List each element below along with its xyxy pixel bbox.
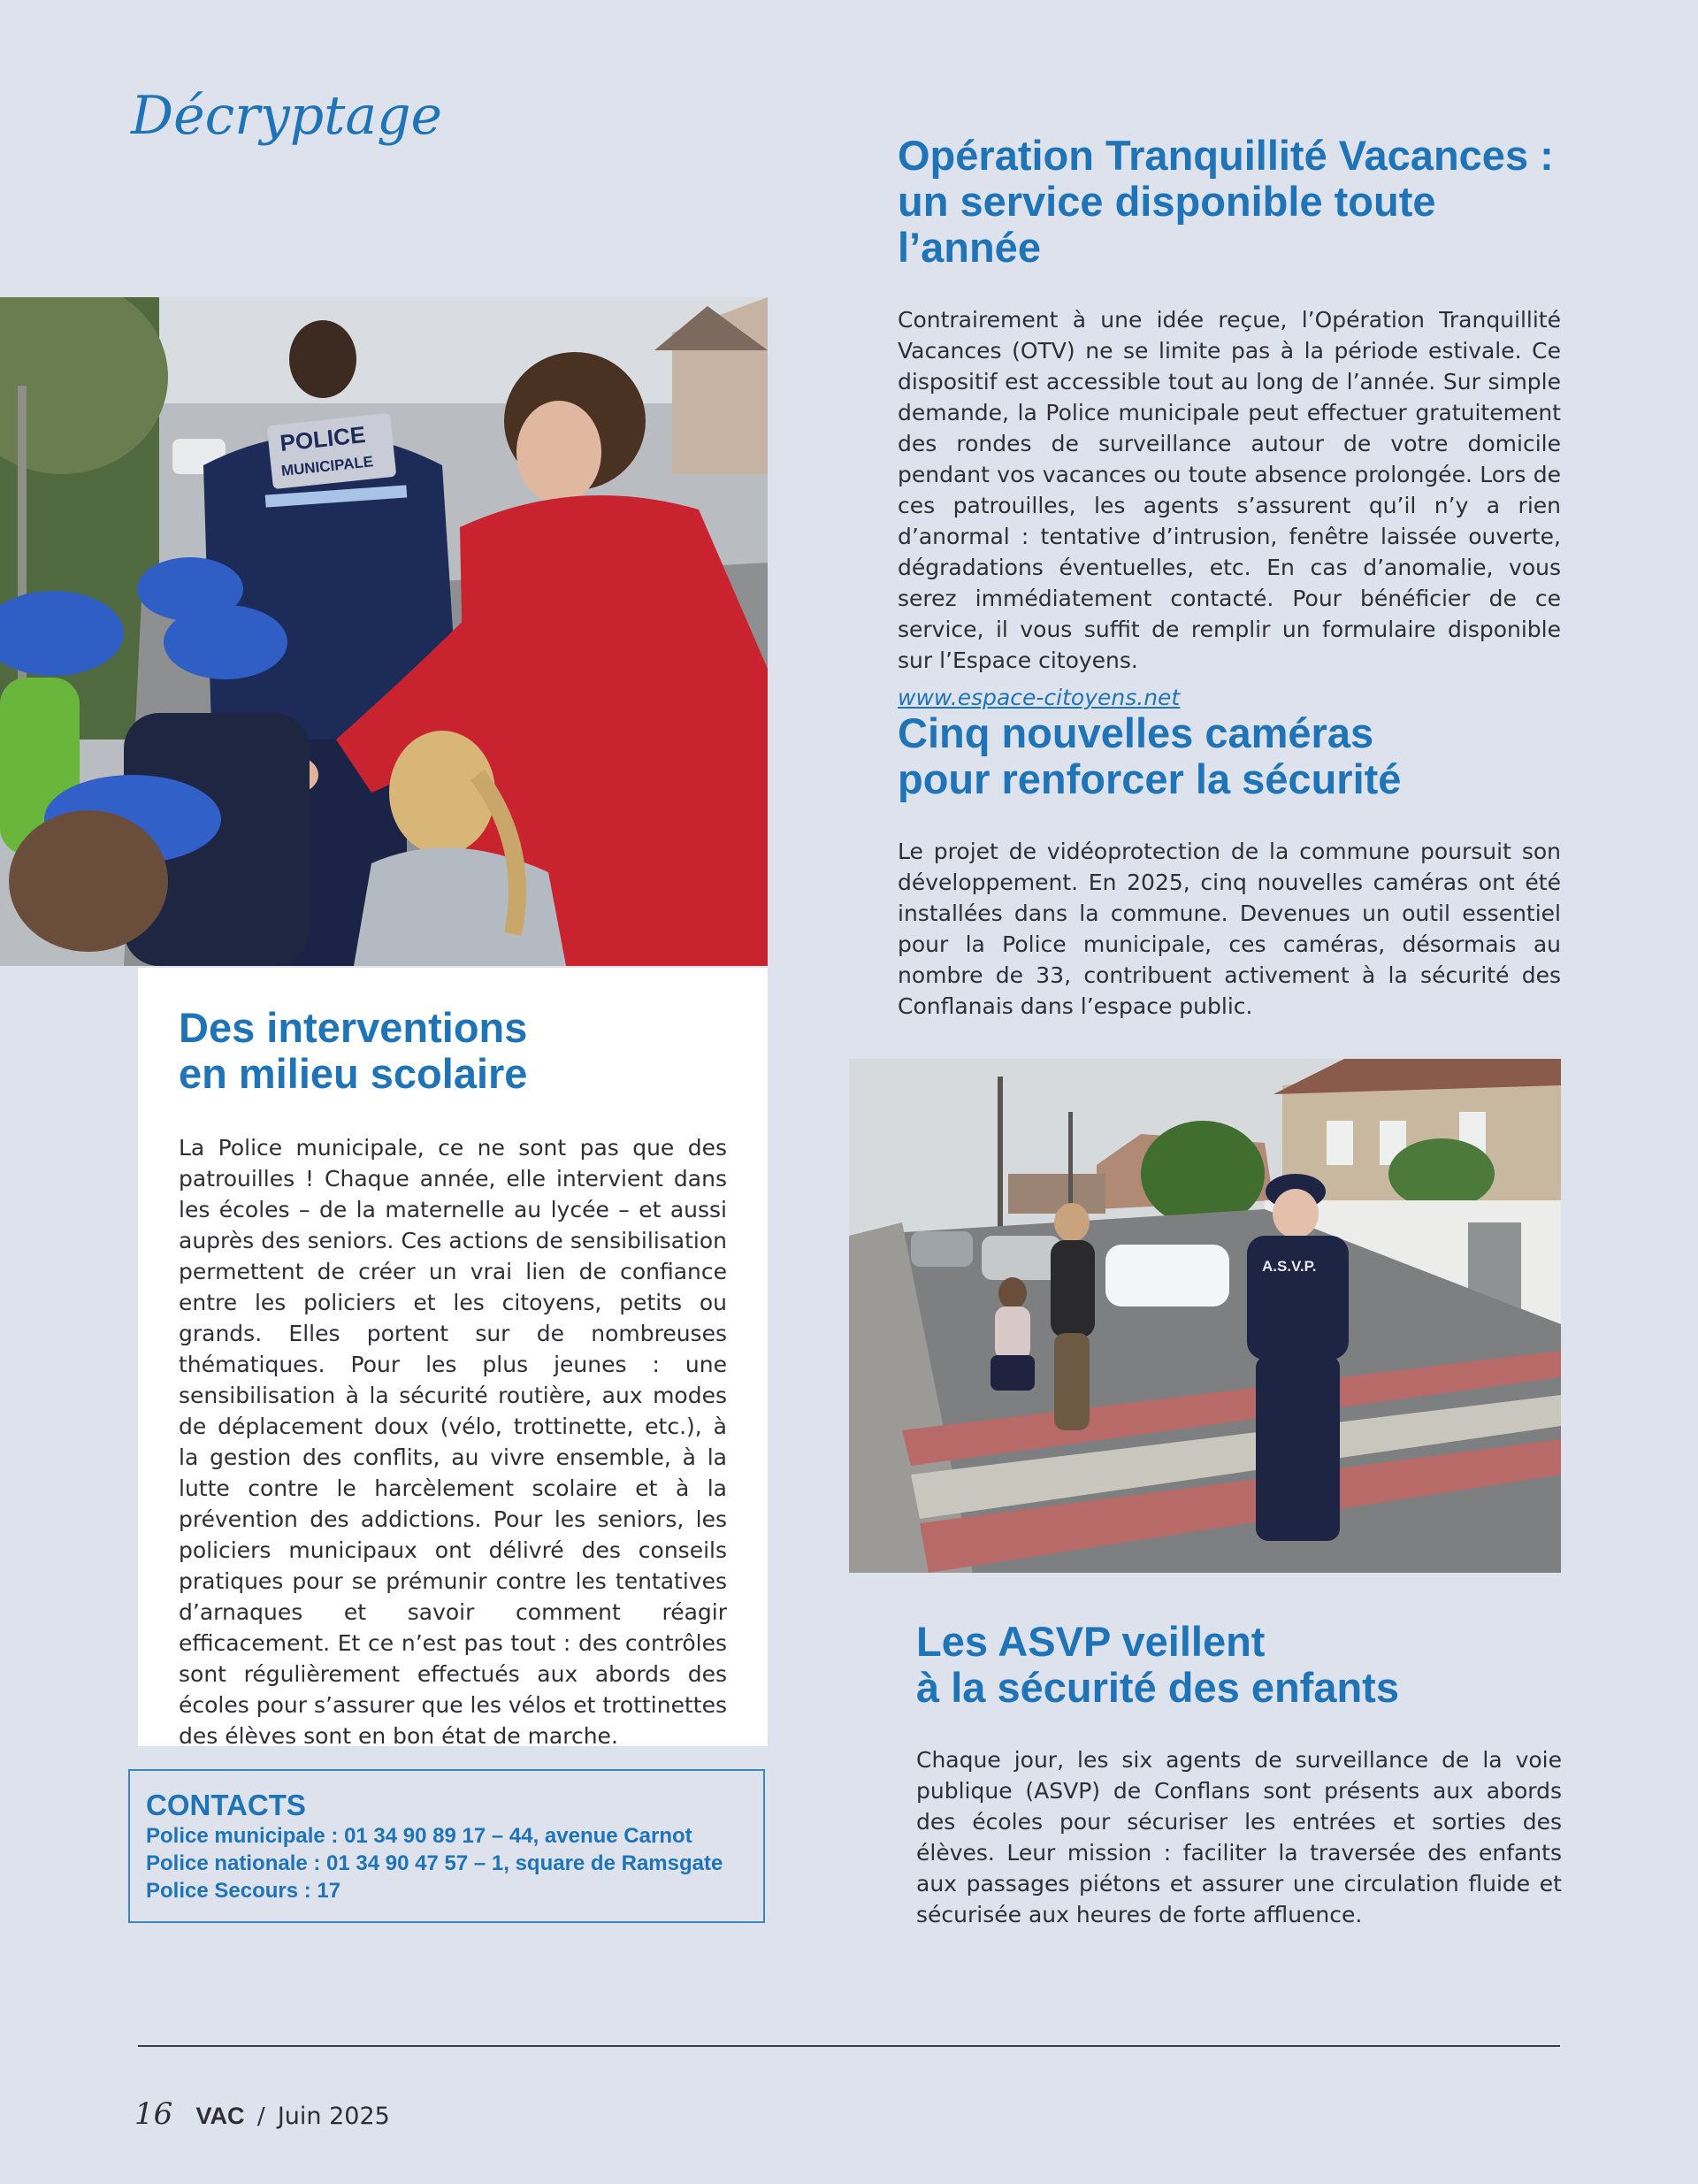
- cameras-article: [898, 710, 1561, 1022]
- asvp-article: [916, 1619, 1562, 1930]
- page-number: 16: [134, 2096, 173, 2132]
- school-body: La Police municipale, ce ne sont pas que des patrouilles ! Chaque année, elle intervient dans les écoles – de la maternelle au lycée – et aussi auprès des seniors. Ces actions de sensibilisation permettent de créer un vrai lien de confiance entre les policiers et les citoyens, petits ou grands. Elles portent sur de nombreuses thématiques. Pour les plus jeunes : une sensibilisation à la sécurité routière, aux modes de déplacement doux (vélo, trottinette, etc.), à la gestion des conflits, au vivre ensemble, à la lutte contre le harcèlement scolaire et à la prévention des addictions. Pour les seniors, les policiers municipaux ont délivré des conseils pratiques pour se prémunir contre les tentatives d’arnaques et savoir comment réagir efficacement. Et ce n’est pas tout : des contrôles sont régulièrement effectués aux abords des écoles pour s’assurer que les vélos et trottinettes des élèves sont en bon état de marche.: [179, 1135, 727, 1749]
- school-title-line-2: en milieu scolaire: [179, 1050, 528, 1097]
- contact-police-municipale: Police municipale : 01 34 90 89 17 – 44, avenue Carnot: [146, 1824, 692, 1848]
- otv-title-line-1: Opération Tranquillité Vacances :: [898, 132, 1554, 179]
- asvp-title-line-1: Les ASVP veillent: [916, 1618, 1266, 1665]
- footer-divider: [138, 2045, 1560, 2047]
- cameras-title-line-1: Cinq nouvelles caméras: [898, 709, 1374, 756]
- asvp-body: Chaque jour, les six agents de surveillance de la voie publique (ASVP) de Conflans sont présents aux abords des écoles pour sécuriser les entrées et sorties des élèves. Leur mission : faciliter la traversée des enfants aux passages piétons et assurer une circulation fluide et sécurisée aux heures de forte affluence.: [916, 1747, 1562, 1927]
- contact-police-nationale: Police nationale : 01 34 90 47 57 – 1, square de Ramsgate: [146, 1851, 723, 1875]
- school-title: [179, 1005, 727, 1097]
- otv-title: [898, 133, 1561, 271]
- espace-citoyens-link[interactable]: www.espace-citoyens.net: [898, 685, 1181, 710]
- otv-body: Contrairement à une idée reçue, l’Opération Tranquillité Vacances (OTV) ne se limite pas à la période estivale. Ce dispositif est accessible tout au long de l’année. Sur simple demande, la Police municipale peut effectuer gratuitement des rondes de surveillance autour de votre domicile pendant vos vacances ou toute absence prolongée. Lors de ces patrouilles, les agents s’assurent qu’il n’y a rien d’anormal : tentative d’intrusion, fenêtre laissée ouverte, dégradations éventuelles, etc. En cas d’anomalie, vous serez immédiatement contacté. Pour bénéficier de ce service, il vous suffit de remplir un formulaire disponible sur l’Espace citoyens.: [898, 307, 1561, 673]
- otv-title-line-2: un service disponible toute: [898, 178, 1436, 225]
- footer-separator: /: [256, 2104, 265, 2130]
- contacts-box: [128, 1769, 765, 1923]
- otv-article: [898, 133, 1561, 710]
- cameras-title-line-2: pour renforcer la sécurité: [898, 755, 1402, 802]
- school-interventions-card: [138, 968, 768, 1749]
- page-footer: [134, 2096, 390, 2132]
- contacts-title: CONTACTS: [146, 1789, 306, 1821]
- police-patch-bottom: MUNICIPALE: [280, 453, 374, 480]
- asvp-title: [916, 1619, 1562, 1711]
- asvp-crossing-photo: [849, 1059, 1561, 1573]
- magazine-name: VAC: [195, 2103, 245, 2129]
- school-title-line-1: Des interventions: [179, 1004, 528, 1051]
- issue-date: Juin 2025: [277, 2103, 390, 2130]
- cameras-body: Le projet de vidéoprotection de la commune poursuit son développement. En 2025, cinq nouvelles caméras ont été installées dans la commune. Devenues un outil essentiel pour la Police municipale, ces caméras, désormais au nombre de 33, contribuent activement à la sécurité des Conflanais dans l’espace public.: [898, 839, 1561, 1019]
- otv-title-line-3: l’année: [898, 224, 1041, 271]
- section-label: Décryptage: [131, 85, 443, 147]
- police-patch-top: POLICE: [279, 421, 367, 456]
- cameras-title: [898, 710, 1561, 802]
- contact-police-secours: Police Secours : 17: [146, 1879, 341, 1903]
- asvp-title-line-2: à la sécurité des enfants: [916, 1664, 1399, 1711]
- school-patrol-photo: [0, 297, 768, 966]
- asvp-vest-label: A.S.V.P.: [1262, 1258, 1317, 1275]
